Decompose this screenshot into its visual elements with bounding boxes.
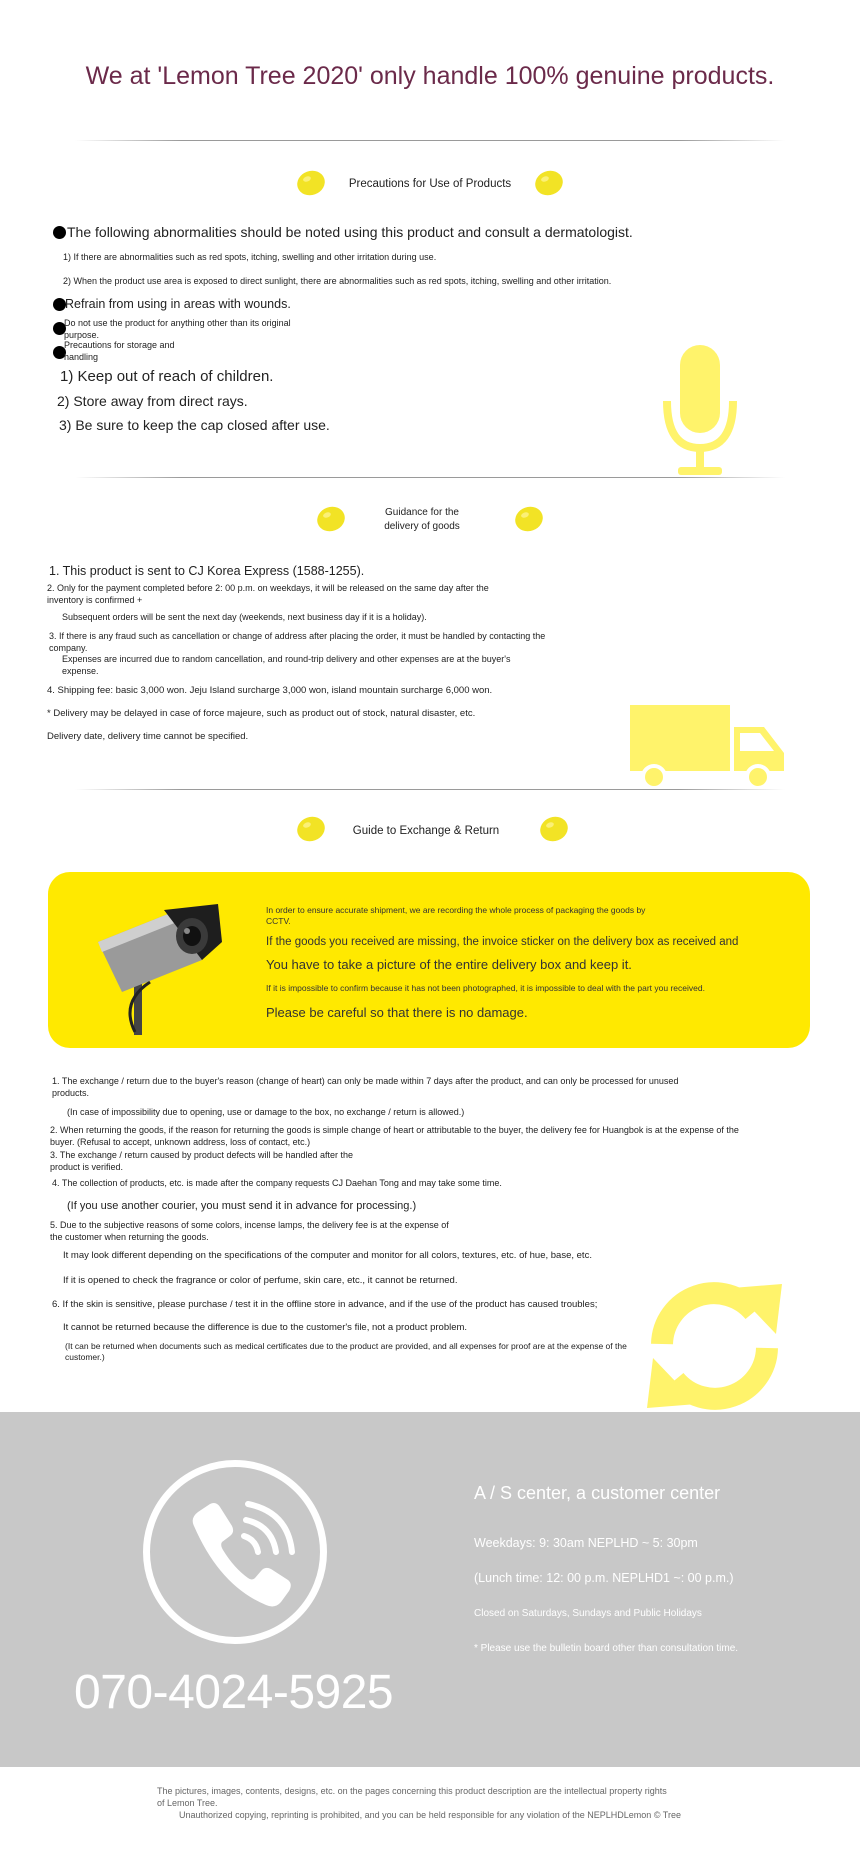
exchange-item: 6. If the skin is sensitive, please purchase / test it in the offline store in advance, and if the use of the product has caused troubles; [52,1299,598,1310]
exchange-item: 1. The exchange / return due to the buyer's reason (change of heart) can only be made within 7 days after the product, and can only be processed for unused products. [52,1076,679,1098]
delivery-heading [372,506,472,533]
lemon-icon [539,815,569,843]
lemon-icon [316,505,346,533]
cctv-camera-icon [90,902,225,1037]
section-divider [75,140,785,141]
closed-days: Closed on Saturdays, Sundays and Public Holidays [474,1608,702,1619]
delivery-item: 4. Shipping fee: basic 3,000 won. Jeju Island surcharge 3,000 won, island mountain surcharge 6,000 won. [47,685,493,696]
precaution-item: Do not use the product for anything other than its original purpose. [64,318,291,340]
precaution-item: 2) Store away from direct rays. [57,393,248,409]
copyright-text [157,1786,717,1809]
copyright-line: Unauthorized copying, reprinting is prohibited, and you can be held responsible for any violation of the NEPLHDLemon © Tree [179,1810,681,1820]
exchange-item: 3. The exchange / return caused by product defects will be handled after the product is verified. [50,1150,354,1172]
precaution-item: 3) Be sure to keep the cap closed after use. [59,417,330,433]
precaution-item: 2) When the product use area is exposed to direct sunlight, there are abnormalities such as red spots, itching, swelling and other irritation. [63,276,612,286]
lemon-icon [296,815,326,843]
bullet-icon [53,226,66,239]
precaution-item: The following abnormalities should be noted using this product and consult a dermatologist. [67,224,633,240]
delivery-heading-line: delivery of goods [384,520,460,532]
refresh-arrows-icon [642,1278,787,1413]
as-center-title: A / S center, a customer center [474,1483,721,1503]
page-title: We at 'Lemon Tree 2020' only handle 100% genuine products. [85,62,775,90]
phone-number: 070-4024-5925 [74,1666,394,1719]
delivery-item: * Delivery may be delayed in case of force majeure, such as product out of stock, natural disaster, etc. [47,708,476,719]
delivery-item: Subsequent orders will be sent the next day (weekends, next business day if it is a holiday). [62,612,427,622]
microphone-icon [660,343,740,478]
exchange-item: (It can be returned when documents such as medical certificates due to the product are provided, and all expenses for proof are at the expense of the customer.) [65,1341,627,1363]
copyright-line: of Lemon Tree. [157,1797,218,1808]
precaution-item: 1) If there are abnormalities such as red spots, itching, swelling and other irritation during use. [63,252,437,262]
exchange-item: It may look different depending on the specifications of the computer and monitor for all colors, textures, etc. of hue, base, etc. [63,1250,592,1261]
exchange-item: (In case of impossibility due to opening, use or damage to the box, no exchange / return is allowed.) [67,1107,465,1117]
delivery-item: Expenses are incurred due to random cancellation, and round-trip delivery and other expenses are at the buyer's expense. [62,654,511,676]
delivery-item: 2. Only for the payment completed before 2: 00 p.m. on weekdays, it will be released on the same day after the inventory is confirmed + [47,583,489,605]
precaution-item: Refrain from using in areas with wounds. [65,297,291,311]
precaution-item: 1) Keep out of reach of children. [60,368,274,385]
exchange-item: 4. The collection of products, etc. is made after the company requests CJ Daehan Tong and may take some time. [52,1178,502,1188]
exchange-item: 2. When returning the goods, if the reason for returning the goods is simple change of heart or attributable to the buyer, the delivery fee for Huangbok is at the expense of the buyer. (Refusal to accept, unknown address, loss of contact, etc.) [50,1125,739,1147]
lemon-icon [296,169,326,197]
lemon-icon [514,505,544,533]
truck-icon [628,703,788,791]
exchange-item: If it is opened to check the fragrance or color of perfume, skin care, etc., it cannot be returned. [63,1275,458,1286]
delivery-item: 3. If there is any fraud such as cancellation or change of address after placing the order, it must be handled by contacting the company. [49,631,546,653]
lunch-hours: (Lunch time: 12: 00 p.m. NEPLHD1 ~: 00 p.m.) [474,1571,734,1585]
exchange-item: 5. Due to the subjective reasons of some colors, incense lamps, the delivery fee is at the expense of the customer when returning the goods. [50,1220,449,1242]
copyright-line: The pictures, images, contents, designs, etc. on the pages concerning this product description are the intellectual property rights [157,1786,667,1796]
precautions-heading: Precautions for Use of Products [348,178,512,190]
exchange-item: (If you use another courier, you must send it in advance for processing.) [67,1200,417,1212]
cctv-notice-line: Please be careful so that there is no damage. [266,1005,528,1020]
lemon-icon [534,169,564,197]
exchange-heading: Guide to Exchange & Return [352,825,500,837]
cctv-notice-line: In order to ensure accurate shipment, we are recording the whole process of packaging the goods by CCTV. [266,905,646,927]
section-divider [75,789,785,790]
weekday-hours: Weekdays: 9: 30am NEPLHD ~ 5: 30pm [474,1536,698,1550]
delivery-heading-line: Guidance for the [385,507,459,518]
delivery-item: 1. This product is sent to CJ Korea Express (1588-1255). [49,564,365,578]
cctv-notice-line: If the goods you received are missing, the invoice sticker on the delivery box as received and [266,936,739,948]
section-divider [75,477,785,478]
precaution-item: Precautions for storage and handling [64,340,175,362]
delivery-item: Delivery date, delivery time cannot be specified. [47,731,249,742]
phone-icon [176,1496,296,1616]
bulletin-notice: * Please use the bulletin board other than consultation time. [474,1643,739,1654]
cctv-notice-line: If it is impossible to confirm because it has not been photographed, it is impossible to deal with the part you received. [266,983,705,993]
cctv-notice-line: You have to take a picture of the entire delivery box and keep it. [266,957,632,972]
exchange-item: It cannot be returned because the difference is due to the customer's file, not a product problem. [63,1322,468,1333]
